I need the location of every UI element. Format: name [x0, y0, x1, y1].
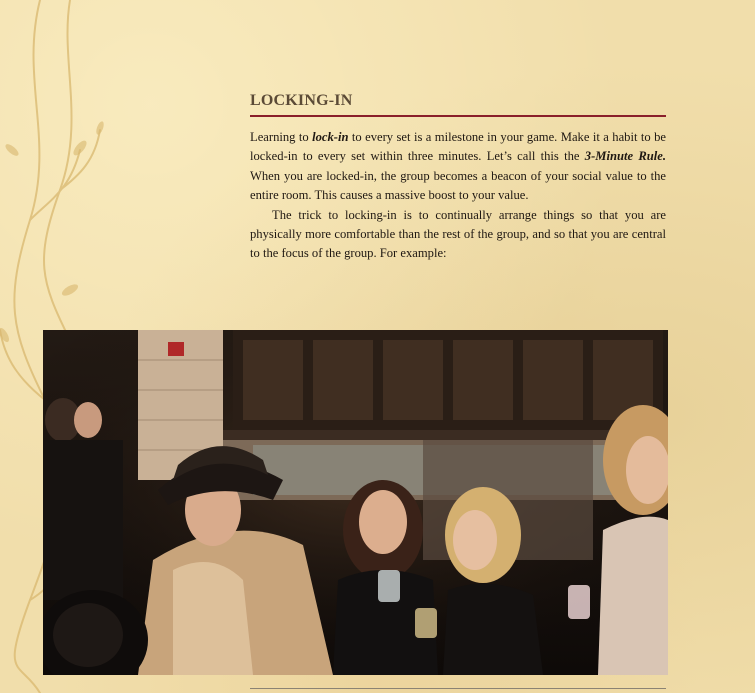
nightclub-group-photo	[43, 330, 668, 675]
footer-divider	[250, 688, 666, 689]
term-3-minute-rule: 3-Minute Rule.	[584, 149, 667, 164]
p1-run-1: Learning to	[250, 130, 313, 144]
heading-underline	[250, 115, 666, 117]
p1-run-5: When you are locked-in, the group becomes a beacon of your social value to the entire room. This causes a massive boost to your value.	[250, 168, 666, 203]
p1-run-3: to every set is a milestone in your game. Make it a habit to be locked-in to every set within three minutes. Let’s call this the	[250, 130, 666, 164]
paragraph-2: The trick to locking-in is to continually arrange things so that you are physically more comfortable than the rest of the group, and so that you are central to the focus of the group. For example:	[250, 207, 666, 261]
photo-illustration	[43, 330, 668, 675]
term-lock-in: lock-in	[312, 130, 349, 144]
paragraph-1	[250, 128, 666, 206]
body-text	[250, 128, 666, 264]
section-heading: LOCKING-IN	[250, 92, 353, 109]
